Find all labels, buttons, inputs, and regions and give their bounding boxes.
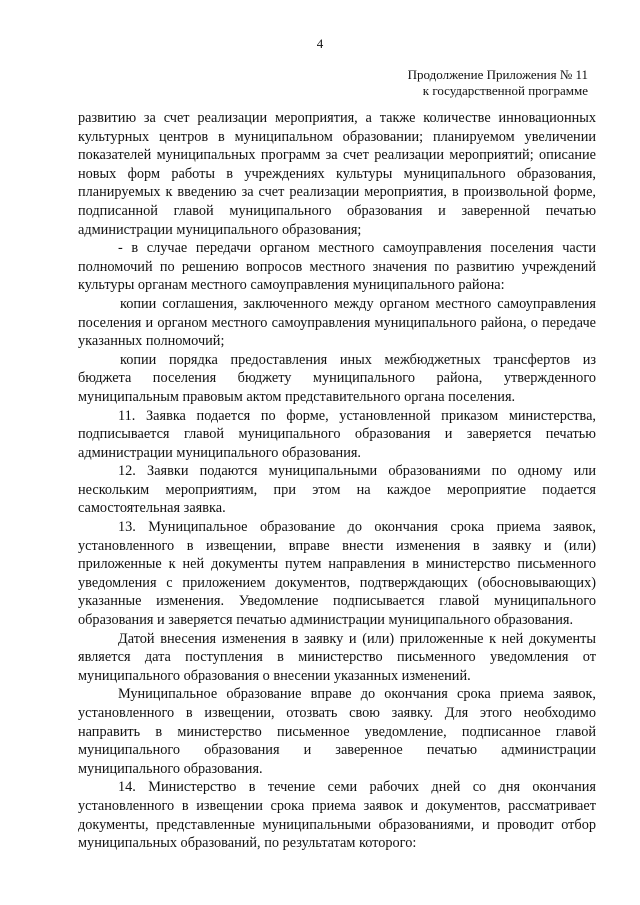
paragraph-transfer-procedure: копии порядка предоставления иных межбюджетных трансфертов из бюджета поселения бюджету муниципального района, утвержденного муниципальным правовым актом представительного органа поселения. [78,351,596,405]
appendix-subtitle: к государственной программе [422,83,588,98]
paragraph-item-14: 14. Министерство в течение семи рабочих дней со дня окончания установленного в извещении срока приема заявок и документов, рассматривает документы, представленные муниципальными образованиями, и проводит отбор муниципальных образований, по результатам которого: [78,779,596,852]
paragraph-agreement-copy: копии соглашения, заключенного между органом местного самоуправления поселения и органом местного самоуправления муниципального района, о передаче указанных полномочий; [78,295,596,350]
page-number: 4 [316,36,324,51]
paragraph-change-date: Датой внесения изменения в заявку и (или) приложенные к ней документы является дата поступления в министерство письменного уведомления от муниципального образования о внесении указанных изменений. [78,630,596,684]
paragraph-withdraw-application: Муниципальное образование вправе до окончания срока приема заявок, установленного в извещении, отозвать свою заявку. Для этого необходимо направить в министерство письменное уведомление, подписанное главой муниципального образования и заверенное печатью администрации муниципального образования. [78,686,596,777]
paragraph-continuation: развитию за счет реализации мероприятия, а также количестве инновационных культурных центров в муниципальном образовании; планируемом увеличении показателей муниципальных программ за счет реализации мероприятий; описание новых форм работы в учреждениях культуры муниципального образования, планируемых к введению за счет реализации мероприятия, в произвольной форме, подписанной главой муниципального образования и заверенной печатью администрации муниципального образования; [78,110,596,238]
paragraph-item-11: 11. Заявка подается по форме, установленной приказом министерства, подписывается главой муниципального образования и заверяется печатью администрации муниципального образования. [78,407,596,461]
paragraph-item-12: 12. Заявки подаются муниципальными образованиями по одному или нескольким мероприятиям, при этом на каждое мероприятие подается самостоятельная заявка. [78,463,596,517]
document-body [78,109,596,853]
appendix-header [408,67,588,99]
appendix-title: Продолжение Приложения № 11 [407,67,588,82]
paragraph-powers-transfer: - в случае передачи органом местного самоуправления поселения части полномочий по решению вопросов местного значения по развитию учреждений культуры органам местного самоуправления муниципального района: [78,240,596,294]
paragraph-item-13: 13. Муниципальное образование до окончания срока приема заявок, установленного в извещении, вправе внести изменения в заявку и (или) приложенные к ней документы путем направления в министерство письменного уведомления с приложением документов, подтверждающих (обосновывающих) указанные изменения. Уведомление подписывается главой муниципального образования и заверяется печатью администрации муниципального образования. [78,519,596,629]
